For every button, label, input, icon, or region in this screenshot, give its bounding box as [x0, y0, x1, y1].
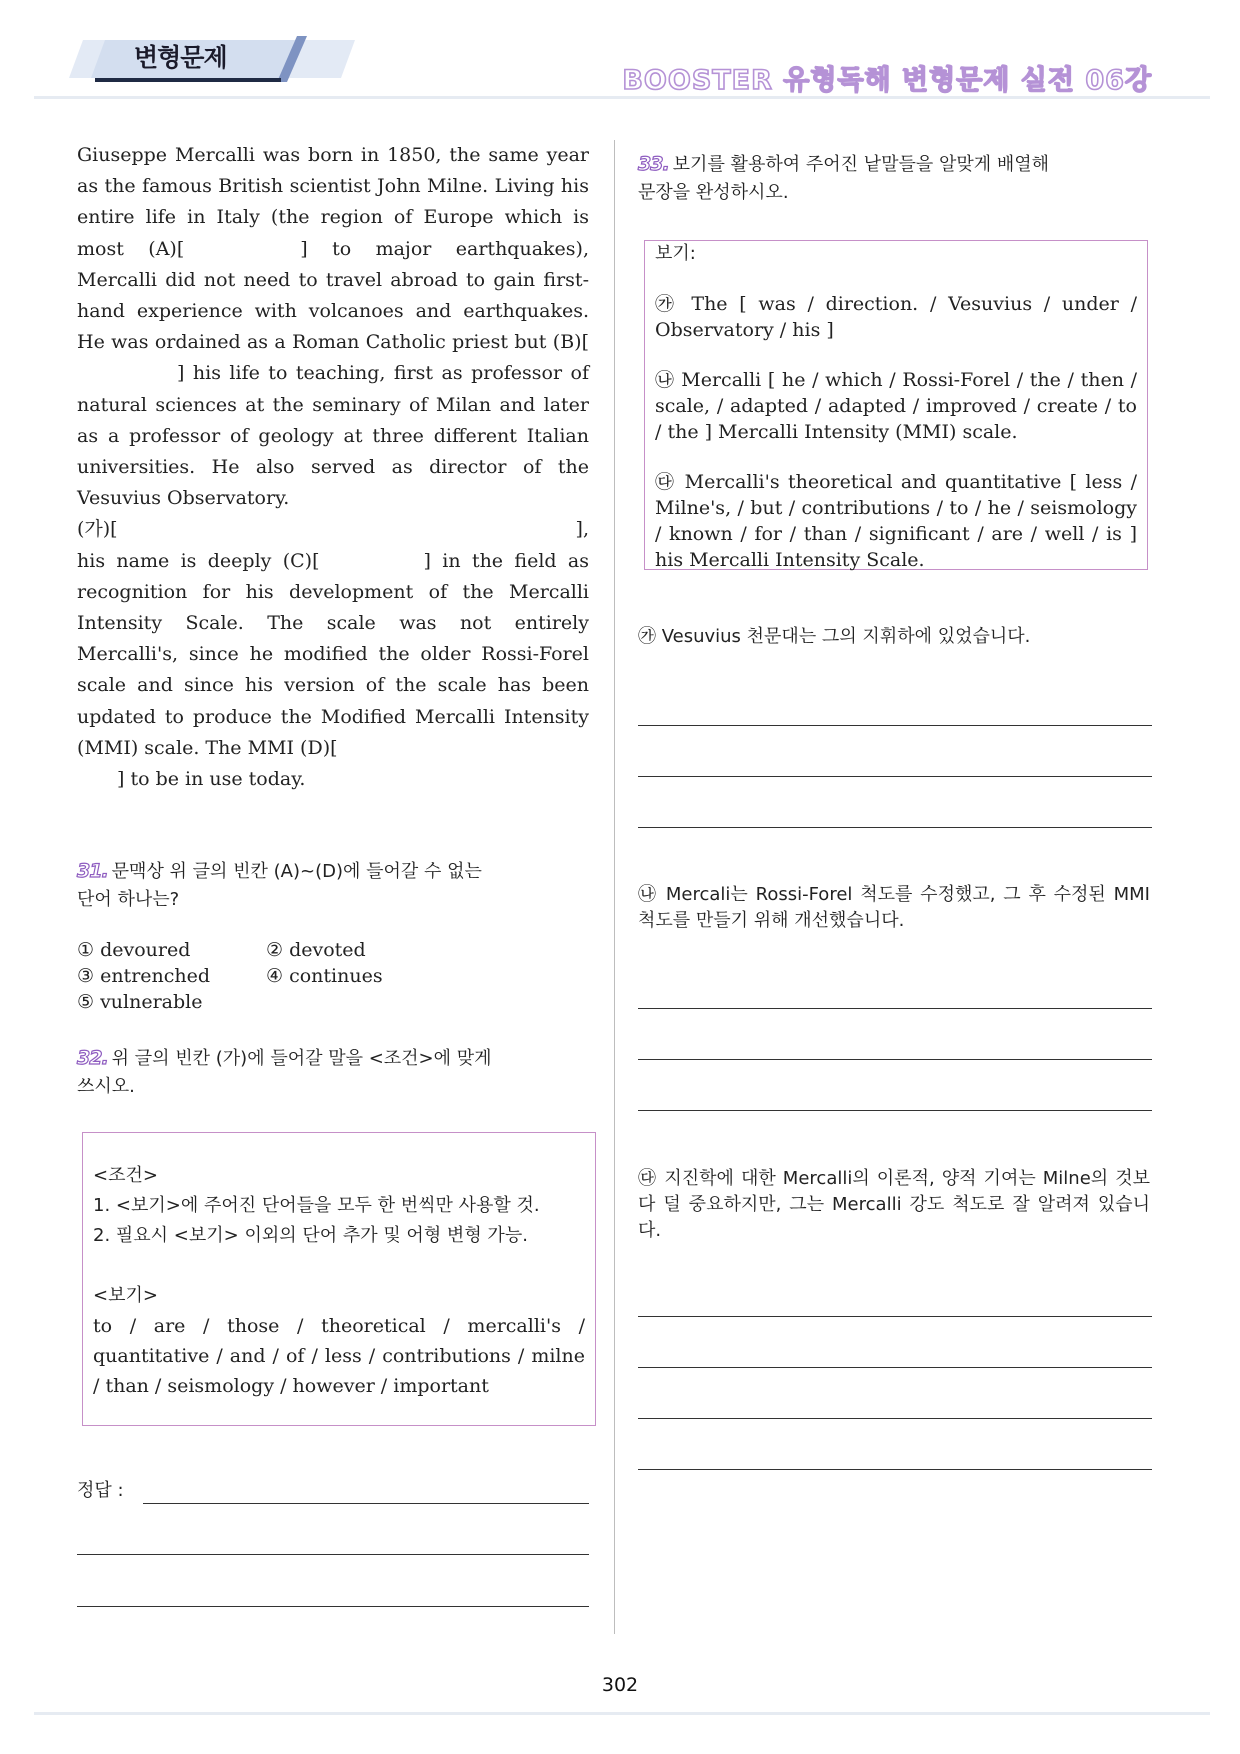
passage-text: ] to be in use today. — [117, 768, 306, 791]
answer-line[interactable] — [638, 1110, 1152, 1111]
passage-text: ] his life to teaching, first as professor of natural sciences at the seminary of Milan and later as a professor of geology at three different Italian universities. He also served as director of the Vesuvius Observatory. — [77, 362, 589, 510]
answer-line[interactable] — [77, 1554, 589, 1555]
condition-2: 2. 필요시 <보기> 이외의 단어 추가 및 어형 변형 가능. — [93, 1225, 528, 1246]
question-text: 보기를 활용하여 주어진 낱말들을 알맞게 배열해 — [672, 154, 1050, 175]
answer-line[interactable] — [638, 1059, 1152, 1060]
header-divider — [34, 96, 1210, 99]
question-text: 단어 하나는? — [77, 889, 180, 910]
option-5: ⑤ vulnerable — [77, 991, 203, 1013]
passage — [77, 140, 589, 795]
page-number: 302 — [601, 1674, 639, 1696]
answer-line[interactable] — [638, 1418, 1152, 1419]
answer-line[interactable] — [143, 1503, 589, 1504]
korean-na: ㉯ Mercali는 Rossi-Forel 척도를 수정했고, 그 후 수정된 MMI 척도를 만들기 위해 개선했습니다. — [638, 884, 1150, 931]
book-title: BOOSTER 유형독해 변형문제 실전 06강 — [622, 65, 1152, 96]
answer-line[interactable] — [638, 1316, 1152, 1317]
answer-line[interactable] — [638, 725, 1152, 726]
answer-line[interactable] — [638, 1367, 1152, 1368]
passage-text: ] to major earthquakes), Mercalli did not need to travel abroad to gain first-hand experience with volcanoes and earthquakes. He was ordained as a Roman Catholic priest but (B)[ — [77, 237, 589, 354]
blank-ga-close: ], — [575, 518, 589, 541]
answer-line[interactable] — [638, 1008, 1152, 1009]
answer-line[interactable] — [77, 1606, 589, 1607]
blank-ga-open: (가)[ — [77, 518, 118, 541]
bogi-title: <보기> — [93, 1285, 158, 1306]
blank-ga-line — [77, 514, 589, 545]
question-text: 문장을 완성하시오. — [638, 182, 789, 203]
option-1: ① devoured — [77, 939, 191, 961]
bogi-title: 보기: — [655, 243, 696, 264]
korean-ga: ㉮ Vesuvius 천문대는 그의 지휘하에 있었습니다. — [638, 626, 1031, 647]
answer-line[interactable] — [638, 827, 1152, 828]
bogi-item-na: ㉯ Mercalli [ he / which / Rossi-Forel / the / then / scale, / adapted / adapted / improved / create / to / the ] Mercalli Intensity (MMI) scale. — [655, 369, 1137, 443]
question-text: 위 글의 빈칸 (가)에 들어갈 말을 <조건>에 맞게 — [111, 1048, 492, 1069]
column-divider — [614, 140, 615, 1634]
question-number: 31. — [77, 860, 108, 882]
question-32 — [77, 1044, 597, 1101]
bogi-item-da: ㉰ Mercalli's theoretical and quantitative [ less / Milne's, / but / contributions / to / he / seismology / known / for / than / significant / are / well / is ] his Mercalli Intensity Scale. — [655, 471, 1137, 571]
answer-line[interactable] — [638, 776, 1152, 777]
section-label: 변형문제 — [134, 43, 227, 72]
option-4: ④ continues — [266, 965, 383, 987]
condition-title: <조건> — [93, 1165, 158, 1186]
bogi-box — [644, 240, 1148, 570]
passage-text: Giuseppe Mercalli was born in 1850, the same year as the famous British scientist John Milne. Living his entire life in Italy (the region of Europe which is most (A)[ — [77, 144, 589, 260]
option-3: ③ entrenched — [77, 965, 211, 987]
bogi-words: to / are / those / theoretical / mercalli's / quantitative / and / of / less / contributions / milne / than / seismology / however / important — [93, 1315, 585, 1397]
condition-1: 1. <보기>에 주어진 단어들을 모두 한 번씩만 사용할 것. — [93, 1195, 540, 1216]
korean-da: ㉰ 지진학에 대한 Mercalli의 이론적, 양적 기여는 Milne의 것보다 덜 중요하지만, 그는 Mercalli 강도 척도로 잘 알려져 있습니다. — [638, 1168, 1150, 1241]
question-31 — [77, 857, 597, 914]
question-number: 32. — [77, 1047, 108, 1069]
question-33 — [638, 150, 1158, 207]
passage-text: his name is deeply (C)[ — [77, 549, 320, 572]
option-2: ② devoted — [266, 939, 366, 961]
answer-label: 정답 : — [77, 1480, 124, 1501]
condition-box — [82, 1132, 596, 1426]
bogi-item-ga: ㉮ The [ was / direction. / Vesuvius / under / Observatory / his ] — [655, 293, 1137, 341]
question-text: 쓰시오. — [77, 1076, 135, 1097]
question-text: 문맥상 위 글의 빈칸 (A)~(D)에 들어갈 수 없는 — [111, 861, 482, 882]
answer-line[interactable] — [638, 1469, 1152, 1470]
passage-text: ] in the field as recognition for his development of the Mercalli Intensity Scale. The scale was not entirely Mercalli's, since he modified the older Rossi-Forel scale and since his version of the scale has been updated to produce the Modified Mercalli Intensity (MMI) scale. The MMI (D)[ — [77, 549, 589, 759]
question-number: 33. — [638, 153, 669, 175]
footer-divider — [34, 1712, 1210, 1715]
